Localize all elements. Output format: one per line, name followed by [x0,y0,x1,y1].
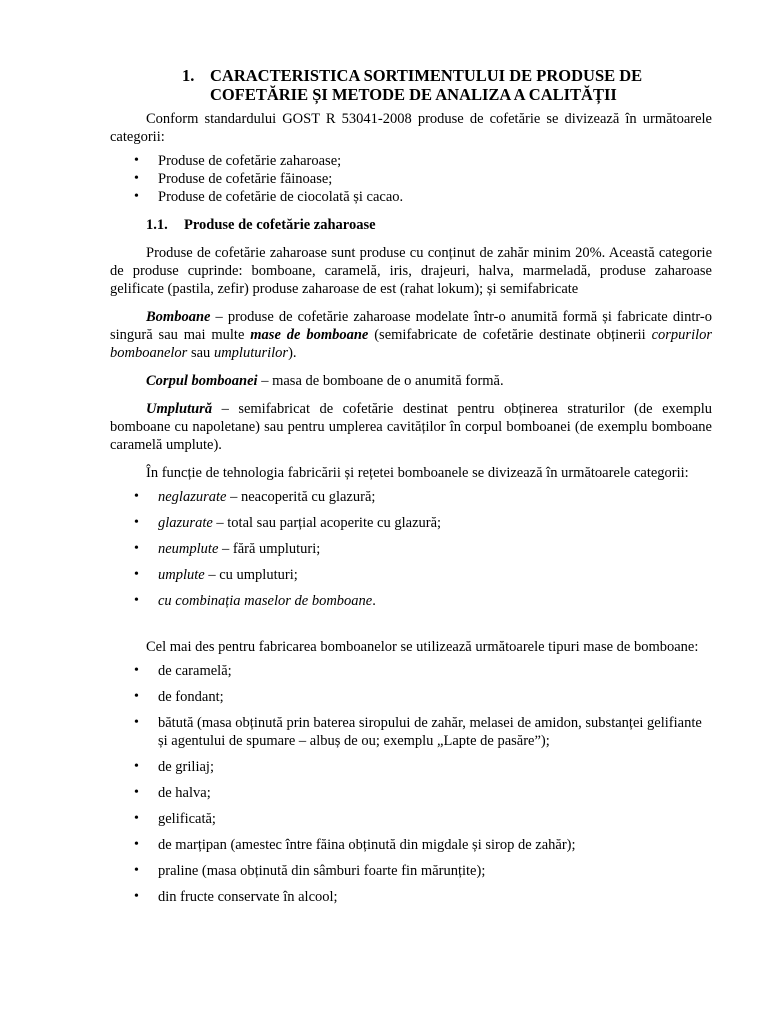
list-item: • praline (masa obținută din sâmburi foarte fin mărunțite); [110,862,712,880]
definition-corpul [110,372,712,390]
masses-list [110,662,712,906]
list-item [110,514,712,532]
section-title: Produse de cofetărie zaharoase [184,217,376,233]
section-number: 1.1. [146,217,168,233]
term-corpul-bomboanei: Corpul bomboanei [146,373,258,389]
definition-text: – masa de bomboane de o anumită formă. [257,373,504,389]
list-item: • gelificată; [110,810,712,828]
list-item [110,488,712,506]
type-term: cu combinația maselor de bomboane [158,593,373,609]
term-bomboane: Bomboane [146,309,211,325]
list-item [110,566,712,584]
paragraph-mase: Cel mai des pentru fabricarea bomboanelor se utilizează următoarele tipuri mase de bomboane: [146,639,699,655]
term-umpluturilor: umpluturilor [213,345,289,361]
list-item: • Produse de cofetărie făinoase; [110,170,712,188]
type-text: – fără umpluturi; [218,541,321,557]
list-item [110,592,712,610]
type-term: neglazurate [158,489,227,505]
type-text: . [372,593,376,609]
definition-bomboane [110,308,712,362]
list-item: • de caramelă; [110,662,712,680]
definition-text: sau [187,345,214,361]
types-list [110,488,712,610]
definition-text: (semifabricate de cofetărie destinate obținerii [368,327,652,343]
definition-text: – semifabricat de cofetărie destinat pentru obținerea straturilor (de exemplu bomboane cu napoletane) sau pentru umplerea cavităților în corpul bomboanei (de exemplu bomboane caramelă umplute). [110,401,712,453]
term-umplutura: Umplutură [146,401,213,417]
list-item: • de halva; [110,784,712,802]
list-item: • bătută (masa obținută prin baterea siropului de zahăr, melasei de amidon, substanței gelifiante și agentului de spumare – albuș de ou; exemplu „Lapte de pasăre”); [110,714,712,750]
chapter-title-line1: CARACTERISTICA SORTIMENTULUI DE PRODUSE DE [210,66,643,85]
list-item: • din fructe conservate în alcool; [110,888,712,906]
term-mase-de-bomboane: mase de bomboane [250,327,369,343]
type-text: – total sau parțial acoperite cu glazură; [212,515,442,531]
list-item: • Produse de cofetărie de ciocolată și cacao. [110,188,712,206]
list-item: • de fondant; [110,688,712,706]
list-item: • Produse de cofetărie zaharoase; [110,152,712,170]
categories-list [110,152,712,206]
intro-paragraph: Conform standardului GOST R 53041-2008 produse de cofetărie se divizează în următoarele categorii: [110,111,712,145]
paragraph-functie: În funcție de tehnologia fabricării și rețetei bomboanele se divizează în următoarele categorii: [146,465,689,481]
chapter-title-line2: COFETĂRIE ȘI METODE DE ANALIZA A CALITĂȚII [210,85,617,104]
chapter-title [110,66,712,104]
definition-text: – produse de cofetărie zaharoase modelate într-o anumită formă și fabricate dintr-o singură sau mai multe [110,309,712,343]
type-term: glazurate [158,515,213,531]
definition-umplutura [110,400,712,454]
section-heading [146,216,712,234]
term-corpurilor: corpurilor bomboanelor [110,327,713,361]
paragraph-intro-zaharoase: Produse de cofetărie zaharoase sunt produse cu conținut de zahăr minim 20%. Această categorie de produse cuprinde: bomboane, caramelă, iris, drajeuri, halva, marmeladă, produse zaharoase gelificate (pastila, zefir) produse zaharoase de est (rahat lokum); și semifabricate [110,245,712,297]
definition-text: ). [288,345,297,361]
list-item: • de marțipan (amestec între făina obținută din migdale și sirop de zahăr); [110,836,712,854]
chapter-number: 1. [182,66,195,85]
type-text: – neacoperită cu glazură; [226,489,376,505]
type-term: neumplute [158,541,219,557]
type-text: – cu umpluturi; [204,567,298,583]
type-term: umplute [158,567,205,583]
list-item: • de griliaj; [110,758,712,776]
list-item [110,540,712,558]
